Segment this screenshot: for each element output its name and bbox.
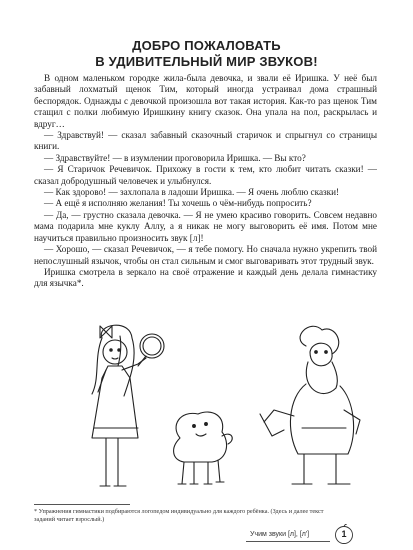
title-line-1: ДОБРО ПОЖАЛОВАТЬ (132, 38, 281, 53)
paragraph: — Здравствуйте! — в изумлении проговорила Иришка. — Вы кто? (44, 152, 306, 163)
footer-divider (246, 541, 330, 542)
story-text (34, 73, 377, 290)
girl-drawing (92, 325, 164, 486)
paragraph: Иришка смотрела в зеркало на своё отражение и каждый день делала гимнастику для язычка*. (34, 266, 377, 289)
footnote-divider (34, 504, 130, 505)
paragraph: — Здравствуй! — сказал забавный сказочный старичок и спрыгнул со страницы книги. (34, 130, 377, 152)
puppy-drawing (174, 412, 233, 484)
story-illustration (60, 318, 380, 498)
page-title (0, 38, 413, 70)
paragraph: — А ещё я исполняю желания! Ты хочешь о чём-нибудь попросить? (44, 198, 312, 209)
paragraph: — Я Старичок Речевичок. Прихожу в гости к тем, кто любит читать сказки! — сказал добродушный человечек и улыбнулся. (34, 164, 377, 186)
paragraph: В одном маленьком городке жила-была девочка, и звали её Иришка. У неё был забавный лохматый щенок Тим, который иногда устраивал дома страшный беспорядок. Однажды с девочкой произошла вот такая история. Как-то раз щенок Тим стащил с полки любимую Иришкину книгу сказок. Она упала на пол, раскрылась и вдруг… (34, 73, 377, 129)
paragraph: — Да, — грустно сказала девочка. — Я не умею красиво говорить. Совсем недавно мама подарила мне куклу Аллу, а я никак не могу выговорить её имя. Потом мне научиться правильно произносить звук [л]! (34, 209, 377, 243)
page-number: 1 (341, 529, 347, 539)
paragraph: — Хорошо, — сказал Речевичок, — я тебе помогу. Но сначала нужно укрепить твой непослушный язычок, чтобы он стал сильным и смог выговаривать этот трудный звук. (34, 244, 377, 266)
paragraph: — Как здорово! — захлопала в ладоши Иришка. — Я очень люблю сказки! (44, 187, 340, 198)
old-man-drawing (260, 326, 360, 484)
footer-section-title: Учим звуки [л], [л'] (250, 531, 310, 538)
title-line-2: В УДИВИТЕЛЬНЫЙ МИР ЗВУКОВ! (95, 54, 318, 69)
footnote: * Упражнения гимнастики подбираются логопедом индивидуально для каждого ребёнка. (Здесь и далее текст заданий читает взрослый.) (34, 508, 324, 523)
